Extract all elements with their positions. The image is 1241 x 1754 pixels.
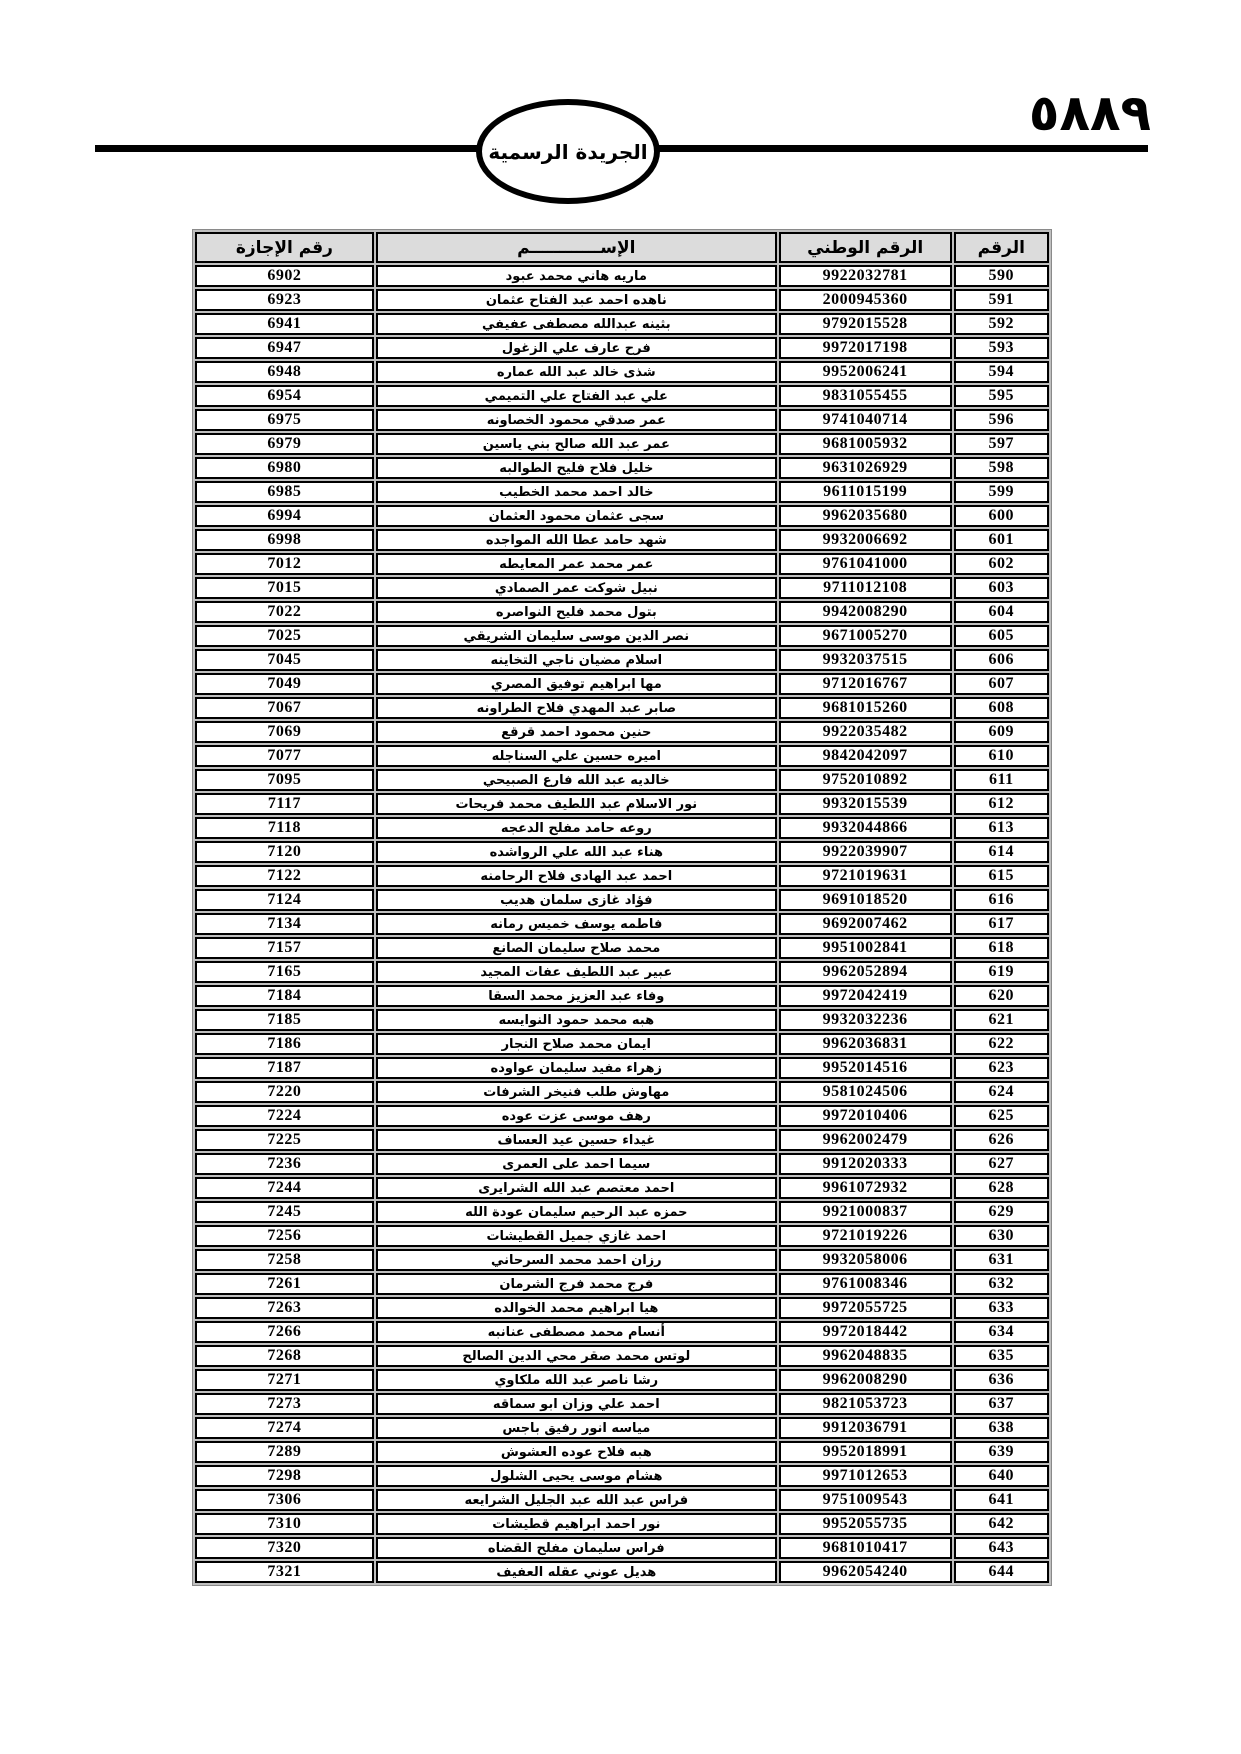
cell-national-id: 9611015199	[779, 481, 952, 503]
cell-name: بثينه عبدالله مصطفى عفيفي	[376, 313, 777, 335]
cell-national-id: 9962048835	[779, 1345, 952, 1367]
table-row	[195, 841, 1049, 863]
cell-national-id: 9842042097	[779, 745, 952, 767]
cell-national-id: 9761041000	[779, 553, 952, 575]
table-row	[195, 1369, 1049, 1391]
cell-license: 6947	[195, 337, 374, 359]
cell-national-id: 9692007462	[779, 913, 952, 935]
cell-num: 621	[954, 1009, 1049, 1031]
cell-name: عبير عبد اللطيف عفات المجيد	[376, 961, 777, 983]
cell-name: سجى عثمان محمود العثمان	[376, 505, 777, 527]
cell-license: 7310	[195, 1513, 374, 1535]
table-row	[195, 505, 1049, 527]
table-row	[195, 529, 1049, 551]
cell-name: اميره حسين علي السناجله	[376, 745, 777, 767]
table-row	[195, 913, 1049, 935]
cell-name: مياسه انور رفيق باجس	[376, 1417, 777, 1439]
cell-national-id: 9912036791	[779, 1417, 952, 1439]
cell-national-id: 9972017198	[779, 337, 952, 359]
cell-num: 634	[954, 1321, 1049, 1343]
cell-name: وفاء عبد العزيز محمد السقا	[376, 985, 777, 1007]
cell-name: سيما احمد على العمرى	[376, 1153, 777, 1175]
cell-national-id: 9912020333	[779, 1153, 952, 1175]
cell-national-id: 9922039907	[779, 841, 952, 863]
cell-national-id: 9721019631	[779, 865, 952, 887]
table-row	[195, 1225, 1049, 1247]
cell-license: 7022	[195, 601, 374, 623]
cell-num: 629	[954, 1201, 1049, 1223]
table-header-row	[195, 232, 1049, 263]
cell-national-id: 9952014516	[779, 1057, 952, 1079]
table-row	[195, 337, 1049, 359]
cell-license: 7298	[195, 1465, 374, 1487]
cell-national-id: 9971012653	[779, 1465, 952, 1487]
cell-license: 7067	[195, 697, 374, 719]
cell-license: 7261	[195, 1273, 374, 1295]
table-row	[195, 1273, 1049, 1295]
cell-license: 6954	[195, 385, 374, 407]
cell-name: غيداء حسين عيد العساف	[376, 1129, 777, 1151]
cell-name: فؤاد غازى سلمان هديب	[376, 889, 777, 911]
cell-num: 617	[954, 913, 1049, 935]
header-name: الإســــــــــــم	[376, 232, 777, 263]
cell-license: 7134	[195, 913, 374, 935]
cell-num: 628	[954, 1177, 1049, 1199]
cell-num: 644	[954, 1561, 1049, 1583]
table-row	[195, 721, 1049, 743]
table-row	[195, 673, 1049, 695]
table-row	[195, 1513, 1049, 1535]
cell-license: 7187	[195, 1057, 374, 1079]
cell-national-id: 9932006692	[779, 529, 952, 551]
cell-license: 7095	[195, 769, 374, 791]
cell-national-id: 9691018520	[779, 889, 952, 911]
table-row	[195, 769, 1049, 791]
cell-name: شذى خالد عبد الله عماره	[376, 361, 777, 383]
table-row	[195, 361, 1049, 383]
table-row	[195, 1153, 1049, 1175]
cell-num: 605	[954, 625, 1049, 647]
cell-num: 633	[954, 1297, 1049, 1319]
table-row	[195, 889, 1049, 911]
cell-national-id: 9962054240	[779, 1561, 952, 1583]
cell-license: 6998	[195, 529, 374, 551]
cell-national-id: 9752010892	[779, 769, 952, 791]
cell-num: 643	[954, 1537, 1049, 1559]
table-row	[195, 1465, 1049, 1487]
cell-name: محمد صلاح سليمان الصانع	[376, 937, 777, 959]
cell-national-id: 9922032781	[779, 265, 952, 287]
table-row	[195, 625, 1049, 647]
cell-national-id: 9581024506	[779, 1081, 952, 1103]
cell-num: 637	[954, 1393, 1049, 1415]
table-row	[195, 793, 1049, 815]
cell-license: 6902	[195, 265, 374, 287]
table-row	[195, 1057, 1049, 1079]
cell-national-id: 9921000837	[779, 1201, 952, 1223]
table-row	[195, 1297, 1049, 1319]
table-row	[195, 409, 1049, 431]
cell-national-id: 9972010406	[779, 1105, 952, 1127]
cell-national-id: 2000945360	[779, 289, 952, 311]
cell-name: فاطمه يوسف خميس رمانه	[376, 913, 777, 935]
table-row	[195, 1033, 1049, 1055]
cell-name: ماريه هاني محمد عبود	[376, 265, 777, 287]
table-row	[195, 1393, 1049, 1415]
cell-national-id: 9962052894	[779, 961, 952, 983]
cell-num: 612	[954, 793, 1049, 815]
cell-license: 7258	[195, 1249, 374, 1271]
cell-license: 7273	[195, 1393, 374, 1415]
cell-license: 7320	[195, 1537, 374, 1559]
cell-name: اسلام مضيان ناجي التخاينه	[376, 649, 777, 671]
cell-num: 596	[954, 409, 1049, 431]
cell-name: هناء عبد الله علي الرواشده	[376, 841, 777, 863]
cell-name: فرح عارف علي الزغول	[376, 337, 777, 359]
cell-national-id: 9962035680	[779, 505, 952, 527]
cell-num: 622	[954, 1033, 1049, 1055]
cell-national-id: 9631026929	[779, 457, 952, 479]
cell-name: عمر محمد عمر المعايطه	[376, 553, 777, 575]
cell-license: 7124	[195, 889, 374, 911]
table-row	[195, 577, 1049, 599]
cell-name: عمر عبد الله صالح بني ياسين	[376, 433, 777, 455]
cell-num: 591	[954, 289, 1049, 311]
cell-national-id: 9792015528	[779, 313, 952, 335]
cell-national-id: 9932044866	[779, 817, 952, 839]
cell-license: 7117	[195, 793, 374, 815]
cell-num: 594	[954, 361, 1049, 383]
cell-num: 597	[954, 433, 1049, 455]
cell-license: 7185	[195, 1009, 374, 1031]
cell-national-id: 9761008346	[779, 1273, 952, 1295]
cell-num: 593	[954, 337, 1049, 359]
cell-license: 7049	[195, 673, 374, 695]
cell-license: 7271	[195, 1369, 374, 1391]
cell-num: 595	[954, 385, 1049, 407]
cell-national-id: 9932058006	[779, 1249, 952, 1271]
cell-name: هبه محمد حمود النوايسه	[376, 1009, 777, 1031]
cell-national-id: 9922035482	[779, 721, 952, 743]
cell-num: 614	[954, 841, 1049, 863]
cell-name: مهاوش طلب فنيخر الشرفات	[376, 1081, 777, 1103]
cell-license: 7321	[195, 1561, 374, 1583]
cell-license: 7184	[195, 985, 374, 1007]
header-national-id: الرقم الوطني	[779, 232, 952, 263]
cell-license: 7236	[195, 1153, 374, 1175]
cell-name: روعه حامد مفلح الدعجه	[376, 817, 777, 839]
cell-num: 619	[954, 961, 1049, 983]
cell-num: 610	[954, 745, 1049, 767]
cell-license: 7118	[195, 817, 374, 839]
cell-license: 7266	[195, 1321, 374, 1343]
cell-license: 7306	[195, 1489, 374, 1511]
cell-name: نور الاسلام عبد اللطيف محمد فريحات	[376, 793, 777, 815]
cell-name: فراس سليمان مفلح القضاه	[376, 1537, 777, 1559]
table-row	[195, 865, 1049, 887]
cell-national-id: 9751009543	[779, 1489, 952, 1511]
cell-name: علي عبد الفتاح علي التميمي	[376, 385, 777, 407]
cell-license: 7015	[195, 577, 374, 599]
cell-national-id: 9952018991	[779, 1441, 952, 1463]
cell-num: 624	[954, 1081, 1049, 1103]
table-row	[195, 1129, 1049, 1151]
cell-num: 590	[954, 265, 1049, 287]
cell-num: 601	[954, 529, 1049, 551]
cell-name: نبيل شوكت عمر الصمادي	[376, 577, 777, 599]
table-row	[195, 1201, 1049, 1223]
table-row	[195, 457, 1049, 479]
table-row	[195, 1345, 1049, 1367]
cell-num: 625	[954, 1105, 1049, 1127]
cell-national-id: 9942008290	[779, 601, 952, 623]
cell-license: 7025	[195, 625, 374, 647]
cell-num: 618	[954, 937, 1049, 959]
masthead-title: الجريدة الرسمية	[488, 139, 648, 164]
cell-license: 6941	[195, 313, 374, 335]
cell-num: 598	[954, 457, 1049, 479]
cell-name: احمد علي وزان ابو سماقه	[376, 1393, 777, 1415]
cell-license: 7122	[195, 865, 374, 887]
cell-license: 7224	[195, 1105, 374, 1127]
cell-name: أنسام محمد مصطفى عنانبه	[376, 1321, 777, 1343]
table-body	[195, 265, 1049, 1583]
cell-num: 632	[954, 1273, 1049, 1295]
cell-num: 613	[954, 817, 1049, 839]
cell-national-id: 9951002841	[779, 937, 952, 959]
cell-license: 7268	[195, 1345, 374, 1367]
cell-name: ايمان محمد صلاح النجار	[376, 1033, 777, 1055]
cell-name: هشام موسى يحيى الشلول	[376, 1465, 777, 1487]
header-license-number: رقم الإجازة	[195, 232, 374, 263]
cell-license: 7274	[195, 1417, 374, 1439]
cell-num: 607	[954, 673, 1049, 695]
cell-num: 603	[954, 577, 1049, 599]
table-row	[195, 1009, 1049, 1031]
cell-national-id: 9831055455	[779, 385, 952, 407]
cell-num: 615	[954, 865, 1049, 887]
cell-national-id: 9932015539	[779, 793, 952, 815]
cell-national-id: 9962008290	[779, 1369, 952, 1391]
table-row	[195, 937, 1049, 959]
table-row	[195, 1105, 1049, 1127]
cell-license: 7077	[195, 745, 374, 767]
table-row	[195, 1081, 1049, 1103]
cell-license: 6980	[195, 457, 374, 479]
cell-license: 6948	[195, 361, 374, 383]
cell-num: 611	[954, 769, 1049, 791]
cell-name: فرج محمد فرج الشرمان	[376, 1273, 777, 1295]
cell-name: احمد معتصم عبد الله الشرايرى	[376, 1177, 777, 1199]
cell-license: 6994	[195, 505, 374, 527]
table-row	[195, 649, 1049, 671]
cell-num: 604	[954, 601, 1049, 623]
cell-national-id: 9821053723	[779, 1393, 952, 1415]
cell-num: 642	[954, 1513, 1049, 1535]
cell-num: 630	[954, 1225, 1049, 1247]
cell-name: هديل عوني عقله العفيف	[376, 1561, 777, 1583]
table-row	[195, 1561, 1049, 1583]
cell-name: هبه فلاح عوده العشوش	[376, 1441, 777, 1463]
cell-national-id: 9961072932	[779, 1177, 952, 1199]
cell-name: عمر صدقي محمود الخصاونه	[376, 409, 777, 431]
cell-national-id: 9681010417	[779, 1537, 952, 1559]
cell-num: 639	[954, 1441, 1049, 1463]
cell-num: 608	[954, 697, 1049, 719]
cell-license: 7289	[195, 1441, 374, 1463]
table-row	[195, 817, 1049, 839]
cell-num: 620	[954, 985, 1049, 1007]
cell-name: احمد غازي جميل القطيشات	[376, 1225, 777, 1247]
cell-name: احمد عبد الهادى فلاح الرحامنه	[376, 865, 777, 887]
cell-license: 6975	[195, 409, 374, 431]
cell-license: 7256	[195, 1225, 374, 1247]
cell-license: 7157	[195, 937, 374, 959]
cell-national-id: 9681005932	[779, 433, 952, 455]
cell-num: 592	[954, 313, 1049, 335]
table-row	[195, 961, 1049, 983]
cell-national-id: 9972018442	[779, 1321, 952, 1343]
cell-license: 7263	[195, 1297, 374, 1319]
page-number: ٥٨٨٩	[1028, 84, 1151, 142]
cell-name: شهد حامد عطا الله المواجده	[376, 529, 777, 551]
cell-name: حنين محمود احمد قرقع	[376, 721, 777, 743]
table-row	[195, 265, 1049, 287]
cell-num: 640	[954, 1465, 1049, 1487]
cell-name: نور احمد ابراهيم قطيشات	[376, 1513, 777, 1535]
cell-license: 7220	[195, 1081, 374, 1103]
cell-license: 7165	[195, 961, 374, 983]
cell-name: خليل فلاح فليح الطوالبه	[376, 457, 777, 479]
table-row	[195, 1489, 1049, 1511]
table-row	[195, 385, 1049, 407]
table-row	[195, 985, 1049, 1007]
table-row	[195, 745, 1049, 767]
cell-num: 623	[954, 1057, 1049, 1079]
cell-num: 641	[954, 1489, 1049, 1511]
table-row	[195, 313, 1049, 335]
cell-national-id: 9972055725	[779, 1297, 952, 1319]
table-row	[195, 697, 1049, 719]
cell-num: 638	[954, 1417, 1049, 1439]
cell-num: 616	[954, 889, 1049, 911]
table-row	[195, 433, 1049, 455]
cell-name: زهراء مفيد سليمان عواوده	[376, 1057, 777, 1079]
table-row	[195, 1321, 1049, 1343]
cell-national-id: 9972042419	[779, 985, 952, 1007]
cell-national-id: 9681015260	[779, 697, 952, 719]
license-table	[192, 229, 1052, 1586]
cell-name: نصر الدين موسى سليمان الشريقي	[376, 625, 777, 647]
cell-name: خالد احمد محمد الخطيب	[376, 481, 777, 503]
cell-name: ناهده احمد عبد الفتاح عثمان	[376, 289, 777, 311]
cell-national-id: 9721019226	[779, 1225, 952, 1247]
table-row	[195, 1441, 1049, 1463]
cell-license: 7245	[195, 1201, 374, 1223]
cell-num: 626	[954, 1129, 1049, 1151]
cell-num: 600	[954, 505, 1049, 527]
cell-national-id: 9671005270	[779, 625, 952, 647]
cell-name: رزان احمد محمد السرحاني	[376, 1249, 777, 1271]
cell-name: فراس عبد الله عبد الجليل الشرايعه	[376, 1489, 777, 1511]
cell-num: 631	[954, 1249, 1049, 1271]
cell-license: 7069	[195, 721, 374, 743]
cell-license: 6979	[195, 433, 374, 455]
table-row	[195, 481, 1049, 503]
masthead-oval	[476, 99, 660, 204]
cell-national-id: 9711012108	[779, 577, 952, 599]
cell-name: رشا ناصر عبد الله ملكاوي	[376, 1369, 777, 1391]
cell-national-id: 9932032236	[779, 1009, 952, 1031]
cell-national-id: 9952055735	[779, 1513, 952, 1535]
header-num: الرقم	[954, 232, 1049, 263]
cell-national-id: 9741040714	[779, 409, 952, 431]
table-row	[195, 289, 1049, 311]
cell-national-id: 9952006241	[779, 361, 952, 383]
cell-license: 6985	[195, 481, 374, 503]
cell-name: صابر عبد المهدي فلاح الطراونه	[376, 697, 777, 719]
table-row	[195, 1537, 1049, 1559]
cell-license: 6923	[195, 289, 374, 311]
cell-name: حمزه عبد الرحيم سليمان عودة الله	[376, 1201, 777, 1223]
cell-name: بتول محمد فليح النواصره	[376, 601, 777, 623]
cell-license: 7045	[195, 649, 374, 671]
cell-name: رهف موسى عزت عوده	[376, 1105, 777, 1127]
table-row	[195, 1417, 1049, 1439]
cell-num: 602	[954, 553, 1049, 575]
cell-num: 609	[954, 721, 1049, 743]
cell-license: 7225	[195, 1129, 374, 1151]
cell-license: 7012	[195, 553, 374, 575]
table-row	[195, 1249, 1049, 1271]
cell-national-id: 9962036831	[779, 1033, 952, 1055]
cell-license: 7120	[195, 841, 374, 863]
table-row	[195, 601, 1049, 623]
cell-name: لوتس محمد صقر محي الدين الصالح	[376, 1345, 777, 1367]
cell-name: هيا ابراهيم محمد الخوالده	[376, 1297, 777, 1319]
cell-national-id: 9932037515	[779, 649, 952, 671]
cell-national-id: 9962002479	[779, 1129, 952, 1151]
cell-license: 7186	[195, 1033, 374, 1055]
cell-num: 635	[954, 1345, 1049, 1367]
cell-num: 636	[954, 1369, 1049, 1391]
cell-license: 7244	[195, 1177, 374, 1199]
table-row	[195, 1177, 1049, 1199]
cell-num: 606	[954, 649, 1049, 671]
cell-national-id: 9712016767	[779, 673, 952, 695]
cell-num: 599	[954, 481, 1049, 503]
table-row	[195, 553, 1049, 575]
cell-name: خالديه عبد الله فارع الصبيحي	[376, 769, 777, 791]
cell-num: 627	[954, 1153, 1049, 1175]
cell-name: مها ابراهيم توفيق المصري	[376, 673, 777, 695]
